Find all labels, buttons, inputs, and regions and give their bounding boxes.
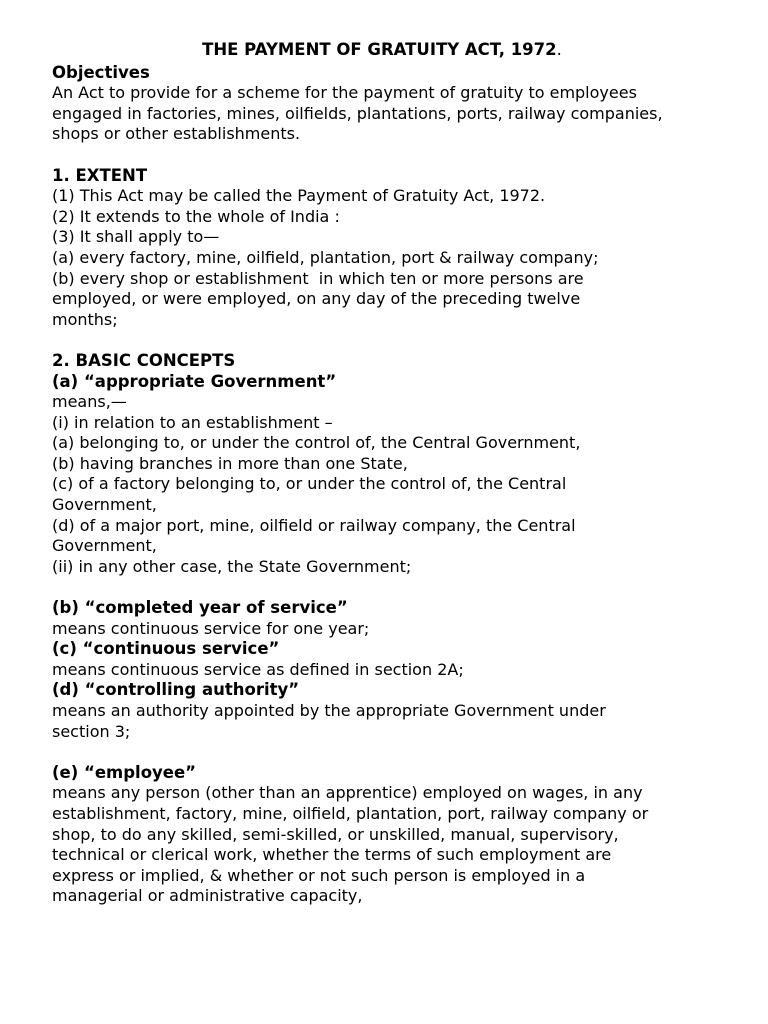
definition-e-heading: (e) “employee” [52,762,197,782]
spacer [52,145,752,166]
definition-a-line: (b) having branches in more than one State, [52,453,408,473]
extent-line: (3) It shall apply to— [52,227,220,247]
definition-d-line: means an authority appointed by the appropriate Government under [52,701,606,720]
definition-a-line: (a) belonging to, or under the control of, the Central Government, [52,433,581,453]
objectives-line: shops or other establishments. [52,124,301,144]
extent-line: (1) This Act may be called the Payment of Gratuity Act, 1972. [52,186,546,206]
definition-c-heading: (c) “continuous service” [52,639,280,659]
definition-e-line: express or implied, & whether or not such person is employed in a [52,865,586,885]
definition-a-line: Government, [52,536,157,556]
extent-line: employed, or were employed, on any day of the preceding twelve [52,289,581,309]
definition-e-line: managerial or administrative capacity, [52,886,363,906]
objectives-heading: Objectives [52,62,150,82]
spacer [52,330,752,351]
extent-heading: 1. EXTENT [52,165,148,185]
definition-d-line: section 3; [52,721,131,741]
definition-a-line: Government, [52,495,157,515]
definition-a-heading: (a) “appropriate Government” [52,371,337,391]
extent-line: months; [52,309,118,329]
title-period: . [556,40,562,59]
objectives-line: engaged in factories, mines, oilfields, plantations, ports, railway companies, [52,103,663,123]
extent-line: (b) every shop or establishment in which ten or more persons are [52,268,584,288]
basic-concepts-heading: 2. BASIC CONCEPTS [52,350,236,370]
extent-line: (2) It extends to the whole of India : [52,206,340,226]
definition-e-line: establishment, factory, mine, oilfield, plantation, port, railway company or [52,803,649,823]
definition-a-line: (d) of a major port, mine, oilfield or railway company, the Central [52,515,576,535]
document-title [52,40,752,61]
extent-line: (a) every factory, mine, oilfield, plantation, port & railway company; [52,247,599,267]
definition-a-line: (ii) in any other case, the State Government; [52,556,412,576]
objectives-line: An Act to provide for a scheme for the payment of gratuity to employees [52,83,637,103]
definition-b-heading: (b) “completed year of service” [52,598,348,618]
title-text: THE PAYMENT OF GRATUITY ACT, 1972 [202,40,557,59]
spacer [52,742,752,763]
definition-c-line: means continuous service as defined in section 2A; [52,659,464,679]
definition-a-line: (i) in relation to an establishment – [52,412,333,432]
definition-b-line: means continuous service for one year; [52,618,370,638]
definition-e-line: means any person (other than an apprentice) employed on wages, in any [52,783,643,803]
definition-a-line: (c) of a factory belonging to, or under the control of, the Central [52,474,567,494]
spacer [52,577,752,598]
document-page [52,40,752,907]
definition-e-line: shop, to do any skilled, semi-skilled, or unskilled, manual, supervisory, [52,824,619,844]
definition-d-heading: (d) “controlling authority” [52,680,300,700]
definition-e-line: technical or clerical work, whether the terms of such employment are [52,845,612,865]
definition-a-line: means,— [52,392,127,412]
